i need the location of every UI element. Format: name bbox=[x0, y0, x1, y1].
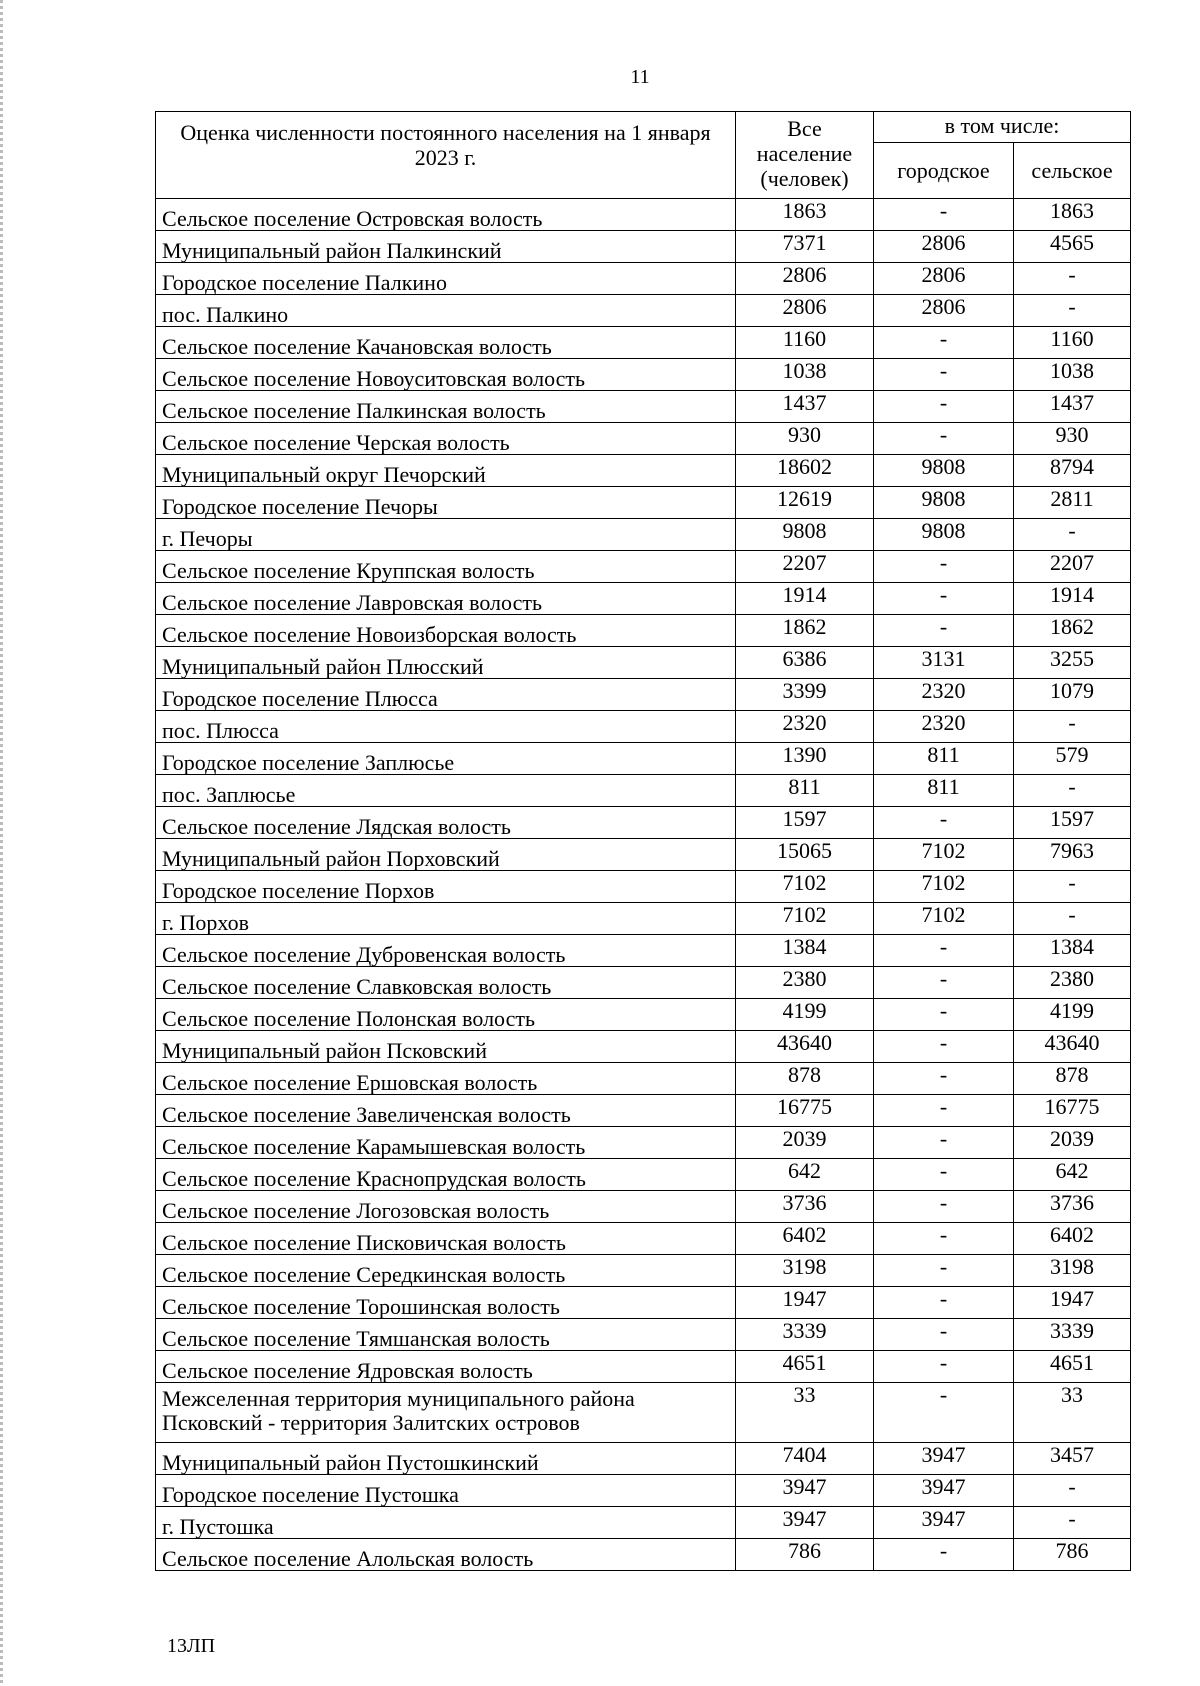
row-all-cell: 15065 bbox=[736, 839, 874, 871]
footer-code: 13ЛП bbox=[167, 1635, 216, 1657]
row-urban-cell: - bbox=[874, 1159, 1014, 1191]
row-name-cell: Сельское поселение Новоизборская волость bbox=[156, 615, 736, 647]
row-name-cell: Муниципальный район Порховский bbox=[156, 839, 736, 871]
row-name-cell: Межселенная территория муниципального района Псковский - территория Залитских островов bbox=[156, 1383, 736, 1443]
row-name-cell: пос. Плюсса bbox=[156, 711, 736, 743]
row-urban-cell: - bbox=[874, 1255, 1014, 1287]
header-all-population: Все население (человек) bbox=[736, 112, 874, 199]
row-rural-cell: 3255 bbox=[1014, 647, 1131, 679]
table-row bbox=[156, 807, 1131, 839]
table-row bbox=[156, 1191, 1131, 1223]
row-urban-cell: - bbox=[874, 1095, 1014, 1127]
header-name: Оценка численности постоянного населения на 1 января 2023 г. bbox=[156, 112, 736, 199]
row-rural-cell: - bbox=[1014, 903, 1131, 935]
row-urban-cell: - bbox=[874, 1191, 1014, 1223]
table-row bbox=[156, 839, 1131, 871]
row-urban-cell: 2320 bbox=[874, 711, 1014, 743]
row-all-cell: 7102 bbox=[736, 903, 874, 935]
row-rural-cell: 2039 bbox=[1014, 1127, 1131, 1159]
row-rural-cell: - bbox=[1014, 871, 1131, 903]
row-rural-cell: - bbox=[1014, 1475, 1131, 1507]
row-rural-cell: 786 bbox=[1014, 1539, 1131, 1571]
row-all-cell: 1038 bbox=[736, 359, 874, 391]
row-rural-cell: - bbox=[1014, 1507, 1131, 1539]
table-row bbox=[156, 263, 1131, 295]
row-all-cell: 4199 bbox=[736, 999, 874, 1031]
row-rural-cell: 1863 bbox=[1014, 199, 1131, 231]
row-name-cell: г. Пустошка bbox=[156, 1507, 736, 1539]
table-row bbox=[156, 775, 1131, 807]
page-number: 11 bbox=[630, 66, 650, 88]
row-rural-cell: 579 bbox=[1014, 743, 1131, 775]
row-all-cell: 1437 bbox=[736, 391, 874, 423]
row-all-cell: 1160 bbox=[736, 327, 874, 359]
row-urban-cell: 7102 bbox=[874, 903, 1014, 935]
row-rural-cell: 33 bbox=[1014, 1383, 1131, 1443]
row-rural-cell: - bbox=[1014, 519, 1131, 551]
row-all-cell: 3947 bbox=[736, 1507, 874, 1539]
row-all-cell: 1390 bbox=[736, 743, 874, 775]
table-body bbox=[156, 199, 1131, 1571]
row-all-cell: 2380 bbox=[736, 967, 874, 999]
row-name-cell: пос. Заплюсье bbox=[156, 775, 736, 807]
row-rural-cell: 1038 bbox=[1014, 359, 1131, 391]
table-row bbox=[156, 967, 1131, 999]
row-urban-cell: 811 bbox=[874, 743, 1014, 775]
row-rural-cell: - bbox=[1014, 263, 1131, 295]
row-urban-cell: - bbox=[874, 583, 1014, 615]
table-row bbox=[156, 327, 1131, 359]
row-urban-cell: 7102 bbox=[874, 839, 1014, 871]
table-row bbox=[156, 743, 1131, 775]
row-all-cell: 786 bbox=[736, 1539, 874, 1571]
row-name-cell: Сельское поселение Островская волость bbox=[156, 199, 736, 231]
row-urban-cell: - bbox=[874, 551, 1014, 583]
row-name-cell: Сельское поселение Славковская волость bbox=[156, 967, 736, 999]
row-name-cell: Сельское поселение Торошинская волость bbox=[156, 1287, 736, 1319]
row-name-cell: пос. Палкино bbox=[156, 295, 736, 327]
row-name-cell: Сельское поселение Новоуситовская волость bbox=[156, 359, 736, 391]
row-rural-cell: 3198 bbox=[1014, 1255, 1131, 1287]
table-row bbox=[156, 999, 1131, 1031]
table-row bbox=[156, 935, 1131, 967]
row-urban-cell: 811 bbox=[874, 775, 1014, 807]
row-urban-cell: 2806 bbox=[874, 295, 1014, 327]
row-urban-cell: - bbox=[874, 327, 1014, 359]
row-name-cell: Муниципальный район Пустошкинский bbox=[156, 1443, 736, 1475]
row-all-cell: 1862 bbox=[736, 615, 874, 647]
row-name-cell: Сельское поселение Лавровская волость bbox=[156, 583, 736, 615]
row-rural-cell: 8794 bbox=[1014, 455, 1131, 487]
row-all-cell: 6402 bbox=[736, 1223, 874, 1255]
row-urban-cell: - bbox=[874, 199, 1014, 231]
row-rural-cell: 4199 bbox=[1014, 999, 1131, 1031]
row-all-cell: 1863 bbox=[736, 199, 874, 231]
row-rural-cell: 3339 bbox=[1014, 1319, 1131, 1351]
row-name-cell: Муниципальный округ Печорский bbox=[156, 455, 736, 487]
row-name-cell: Сельское поселение Круппская волость bbox=[156, 551, 736, 583]
row-urban-cell: - bbox=[874, 423, 1014, 455]
row-all-cell: 3198 bbox=[736, 1255, 874, 1287]
row-rural-cell: 878 bbox=[1014, 1063, 1131, 1095]
row-rural-cell: 1160 bbox=[1014, 327, 1131, 359]
row-all-cell: 2320 bbox=[736, 711, 874, 743]
row-rural-cell: 1079 bbox=[1014, 679, 1131, 711]
row-name-cell: Городское поселение Заплюсье bbox=[156, 743, 736, 775]
table-row bbox=[156, 711, 1131, 743]
table-row bbox=[156, 455, 1131, 487]
row-urban-cell: - bbox=[874, 999, 1014, 1031]
table-row bbox=[156, 423, 1131, 455]
row-rural-cell: - bbox=[1014, 295, 1131, 327]
row-rural-cell: 6402 bbox=[1014, 1223, 1131, 1255]
row-rural-cell: 1947 bbox=[1014, 1287, 1131, 1319]
row-name-cell: Муниципальный район Псковский bbox=[156, 1031, 736, 1063]
table-row bbox=[156, 295, 1131, 327]
row-urban-cell: 3131 bbox=[874, 647, 1014, 679]
row-rural-cell: 4651 bbox=[1014, 1351, 1131, 1383]
table-header bbox=[156, 112, 1131, 199]
row-rural-cell: 7963 bbox=[1014, 839, 1131, 871]
row-name-cell: г. Печоры bbox=[156, 519, 736, 551]
row-all-cell: 43640 bbox=[736, 1031, 874, 1063]
table-row bbox=[156, 1031, 1131, 1063]
row-urban-cell: - bbox=[874, 359, 1014, 391]
row-all-cell: 878 bbox=[736, 1063, 874, 1095]
row-name-cell: Сельское поселение Середкинская волость bbox=[156, 1255, 736, 1287]
table-row bbox=[156, 231, 1131, 263]
row-name-cell: Сельское поселение Дубровенская волость bbox=[156, 935, 736, 967]
row-name-cell: Сельское поселение Карамышевская волость bbox=[156, 1127, 736, 1159]
row-name-cell: Муниципальный район Плюсский bbox=[156, 647, 736, 679]
row-name-cell: г. Порхов bbox=[156, 903, 736, 935]
row-urban-cell: - bbox=[874, 1539, 1014, 1571]
table-row bbox=[156, 1475, 1131, 1507]
row-all-cell: 1597 bbox=[736, 807, 874, 839]
row-urban-cell: - bbox=[874, 391, 1014, 423]
row-rural-cell: 1914 bbox=[1014, 583, 1131, 615]
table-row bbox=[156, 551, 1131, 583]
table-row bbox=[156, 487, 1131, 519]
row-rural-cell: 642 bbox=[1014, 1159, 1131, 1191]
row-name-cell: Городское поселение Плюсса bbox=[156, 679, 736, 711]
table-row bbox=[156, 679, 1131, 711]
row-name-cell: Сельское поселение Черская волость bbox=[156, 423, 736, 455]
row-name-cell: Сельское поселение Качановская волость bbox=[156, 327, 736, 359]
population-table-container bbox=[155, 111, 1131, 1571]
table-row bbox=[156, 1255, 1131, 1287]
row-name-cell: Сельское поселение Логозовская волость bbox=[156, 1191, 736, 1223]
row-urban-cell: - bbox=[874, 967, 1014, 999]
row-urban-cell: 2806 bbox=[874, 231, 1014, 263]
row-name-cell: Городское поселение Печоры bbox=[156, 487, 736, 519]
row-name-cell: Муниципальный район Палкинский bbox=[156, 231, 736, 263]
row-all-cell: 12619 bbox=[736, 487, 874, 519]
row-all-cell: 33 bbox=[736, 1383, 874, 1443]
row-name-cell: Сельское поселение Лядская волость bbox=[156, 807, 736, 839]
row-rural-cell: 1384 bbox=[1014, 935, 1131, 967]
row-all-cell: 9808 bbox=[736, 519, 874, 551]
row-urban-cell: - bbox=[874, 615, 1014, 647]
row-name-cell: Городское поселение Пустошка bbox=[156, 1475, 736, 1507]
table-row bbox=[156, 1319, 1131, 1351]
row-urban-cell: - bbox=[874, 935, 1014, 967]
row-name-cell: Сельское поселение Писковичская волость bbox=[156, 1223, 736, 1255]
table-row bbox=[156, 359, 1131, 391]
table-row bbox=[156, 1127, 1131, 1159]
table-row bbox=[156, 391, 1131, 423]
table-row bbox=[156, 1063, 1131, 1095]
row-urban-cell: - bbox=[874, 1383, 1014, 1443]
row-urban-cell: 7102 bbox=[874, 871, 1014, 903]
row-all-cell: 3736 bbox=[736, 1191, 874, 1223]
row-rural-cell: - bbox=[1014, 775, 1131, 807]
table-row bbox=[156, 1095, 1131, 1127]
population-table bbox=[155, 111, 1131, 1571]
header-row-top bbox=[156, 112, 1131, 143]
table-row bbox=[156, 1223, 1131, 1255]
row-urban-cell: - bbox=[874, 1287, 1014, 1319]
table-row bbox=[156, 1507, 1131, 1539]
row-name-cell: Сельское поселение Завеличенская волость bbox=[156, 1095, 736, 1127]
row-all-cell: 7371 bbox=[736, 231, 874, 263]
table-row bbox=[156, 519, 1131, 551]
row-rural-cell: 2380 bbox=[1014, 967, 1131, 999]
row-urban-cell: 3947 bbox=[874, 1475, 1014, 1507]
row-urban-cell: 3947 bbox=[874, 1507, 1014, 1539]
row-all-cell: 7404 bbox=[736, 1443, 874, 1475]
table-row bbox=[156, 1383, 1131, 1443]
row-urban-cell: - bbox=[874, 1127, 1014, 1159]
row-rural-cell: - bbox=[1014, 711, 1131, 743]
row-urban-cell: - bbox=[874, 807, 1014, 839]
row-all-cell: 3399 bbox=[736, 679, 874, 711]
row-all-cell: 811 bbox=[736, 775, 874, 807]
header-rural: сельское bbox=[1014, 143, 1131, 199]
row-urban-cell: - bbox=[874, 1319, 1014, 1351]
row-rural-cell: 3736 bbox=[1014, 1191, 1131, 1223]
row-all-cell: 3947 bbox=[736, 1475, 874, 1507]
table-row bbox=[156, 903, 1131, 935]
row-all-cell: 18602 bbox=[736, 455, 874, 487]
row-rural-cell: 2811 bbox=[1014, 487, 1131, 519]
row-name-cell: Сельское поселение Палкинская волость bbox=[156, 391, 736, 423]
row-rural-cell: 1437 bbox=[1014, 391, 1131, 423]
row-all-cell: 7102 bbox=[736, 871, 874, 903]
table-row bbox=[156, 1539, 1131, 1571]
table-row bbox=[156, 1287, 1131, 1319]
row-urban-cell: 3947 bbox=[874, 1443, 1014, 1475]
row-rural-cell: 930 bbox=[1014, 423, 1131, 455]
table-row bbox=[156, 583, 1131, 615]
table-row bbox=[156, 199, 1131, 231]
row-name-cell: Сельское поселение Алольская волость bbox=[156, 1539, 736, 1571]
row-all-cell: 16775 bbox=[736, 1095, 874, 1127]
row-urban-cell: 2806 bbox=[874, 263, 1014, 295]
row-urban-cell: - bbox=[874, 1063, 1014, 1095]
table-row bbox=[156, 1351, 1131, 1383]
row-name-cell: Сельское поселение Тямшанская волость bbox=[156, 1319, 736, 1351]
row-urban-cell: - bbox=[874, 1351, 1014, 1383]
row-rural-cell: 43640 bbox=[1014, 1031, 1131, 1063]
row-all-cell: 1914 bbox=[736, 583, 874, 615]
row-name-cell: Сельское поселение Краснопрудская волость bbox=[156, 1159, 736, 1191]
row-rural-cell: 2207 bbox=[1014, 551, 1131, 583]
table-row bbox=[156, 1443, 1131, 1475]
row-all-cell: 642 bbox=[736, 1159, 874, 1191]
row-rural-cell: 3457 bbox=[1014, 1443, 1131, 1475]
row-name-cell: Городское поселение Палкино bbox=[156, 263, 736, 295]
row-urban-cell: 9808 bbox=[874, 519, 1014, 551]
row-all-cell: 2806 bbox=[736, 295, 874, 327]
row-name-cell: Сельское поселение Полонская волость bbox=[156, 999, 736, 1031]
table-row bbox=[156, 647, 1131, 679]
row-all-cell: 4651 bbox=[736, 1351, 874, 1383]
row-urban-cell: - bbox=[874, 1223, 1014, 1255]
table-row bbox=[156, 1159, 1131, 1191]
header-including: в том числе: bbox=[874, 112, 1131, 143]
row-all-cell: 2806 bbox=[736, 263, 874, 295]
row-name-cell: Городское поселение Порхов bbox=[156, 871, 736, 903]
row-urban-cell: - bbox=[874, 1031, 1014, 1063]
row-all-cell: 6386 bbox=[736, 647, 874, 679]
row-name-cell: Сельское поселение Ядровская волость bbox=[156, 1351, 736, 1383]
row-all-cell: 2207 bbox=[736, 551, 874, 583]
row-urban-cell: 9808 bbox=[874, 455, 1014, 487]
header-urban: городское bbox=[874, 143, 1014, 199]
table-row bbox=[156, 871, 1131, 903]
row-rural-cell: 1597 bbox=[1014, 807, 1131, 839]
scan-edge bbox=[0, 0, 3, 1686]
row-urban-cell: 2320 bbox=[874, 679, 1014, 711]
row-all-cell: 2039 bbox=[736, 1127, 874, 1159]
row-all-cell: 930 bbox=[736, 423, 874, 455]
row-rural-cell: 1862 bbox=[1014, 615, 1131, 647]
row-name-cell: Сельское поселение Ершовская волость bbox=[156, 1063, 736, 1095]
row-urban-cell: 9808 bbox=[874, 487, 1014, 519]
row-all-cell: 1384 bbox=[736, 935, 874, 967]
row-all-cell: 3339 bbox=[736, 1319, 874, 1351]
row-rural-cell: 4565 bbox=[1014, 231, 1131, 263]
row-rural-cell: 16775 bbox=[1014, 1095, 1131, 1127]
table-row bbox=[156, 615, 1131, 647]
row-all-cell: 1947 bbox=[736, 1287, 874, 1319]
